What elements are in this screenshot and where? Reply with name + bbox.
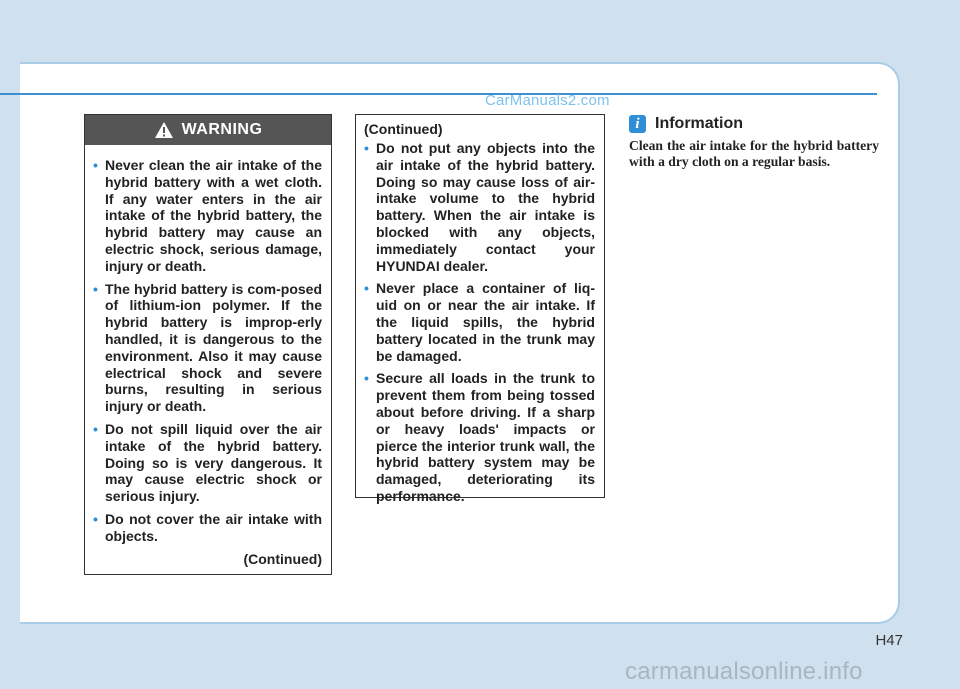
watermark-footer: carmanualsonline.info bbox=[625, 658, 863, 685]
info-icon: i bbox=[629, 115, 646, 133]
bullet-icon: • bbox=[93, 510, 98, 527]
warning-box bbox=[84, 114, 332, 575]
bullet-icon: • bbox=[93, 157, 98, 173]
list-item: • Secure all loads in the trunk to prevent them from being tossed about before driving. If a sharp or heavy loads' impacts or pierce the interior trunk wall, the hybrid battery system may be damaged, deteriorating its performance. bbox=[364, 370, 595, 504]
list-item: • Do not put any objects into the air intake of the hybrid battery. Doing so may cause loss of air-intake volume to the hybrid battery. When the air intake is blocked with any objects, immediately contact your HYUNDAI dealer. bbox=[364, 140, 595, 274]
information-title: Information bbox=[655, 115, 743, 132]
warning-list bbox=[85, 157, 331, 545]
list-item: • Do not cover the air intake with objects. bbox=[93, 510, 322, 544]
bullet-icon: • bbox=[93, 420, 98, 437]
header-rule bbox=[0, 93, 877, 95]
continuation-list bbox=[356, 140, 604, 505]
bullet-icon: • bbox=[364, 370, 369, 387]
list-item: • The hybrid battery is com-posed of lithium-ion polymer. If the hybrid battery is improp-erly handled, it is dangerous to the environment. Also it may cause electrical shock and severe burns, resulting in serious injury or death. bbox=[93, 280, 322, 415]
list-item: • Never place a container of liq-uid on or near the air intake. If the liquid spills, the hybrid battery located in the trunk may be damaged. bbox=[364, 280, 595, 364]
list-item: • Do not spill liquid over the air intake of the hybrid battery. Doing so is very dangerous. It may cause electric shock or serious injury. bbox=[93, 420, 322, 505]
list-item: • Never clean the air intake of the hybrid battery with a wet cloth. If any water enters in the air intake of the hybrid battery, the hybrid battery may cause an electric shock, serious damage, injury or death. bbox=[93, 157, 322, 274]
warning-header bbox=[85, 115, 331, 145]
bullet-icon: • bbox=[364, 280, 369, 297]
continued-label: (Continued) bbox=[243, 550, 322, 567]
warning-title: WARNING bbox=[181, 121, 263, 138]
continued-label: (Continued) bbox=[364, 121, 443, 137]
information-body: Clean the air intake for the hybrid battery with a dry cloth on a regular basis. bbox=[629, 138, 879, 169]
information-header bbox=[629, 115, 743, 133]
bullet-icon: • bbox=[364, 140, 369, 156]
warning-triangle-icon bbox=[154, 121, 174, 139]
page-number: H47 bbox=[875, 632, 903, 649]
bullet-icon: • bbox=[93, 280, 98, 297]
warning-continuation-box bbox=[355, 114, 605, 504]
watermark-top: CarManuals2.com bbox=[485, 92, 610, 109]
